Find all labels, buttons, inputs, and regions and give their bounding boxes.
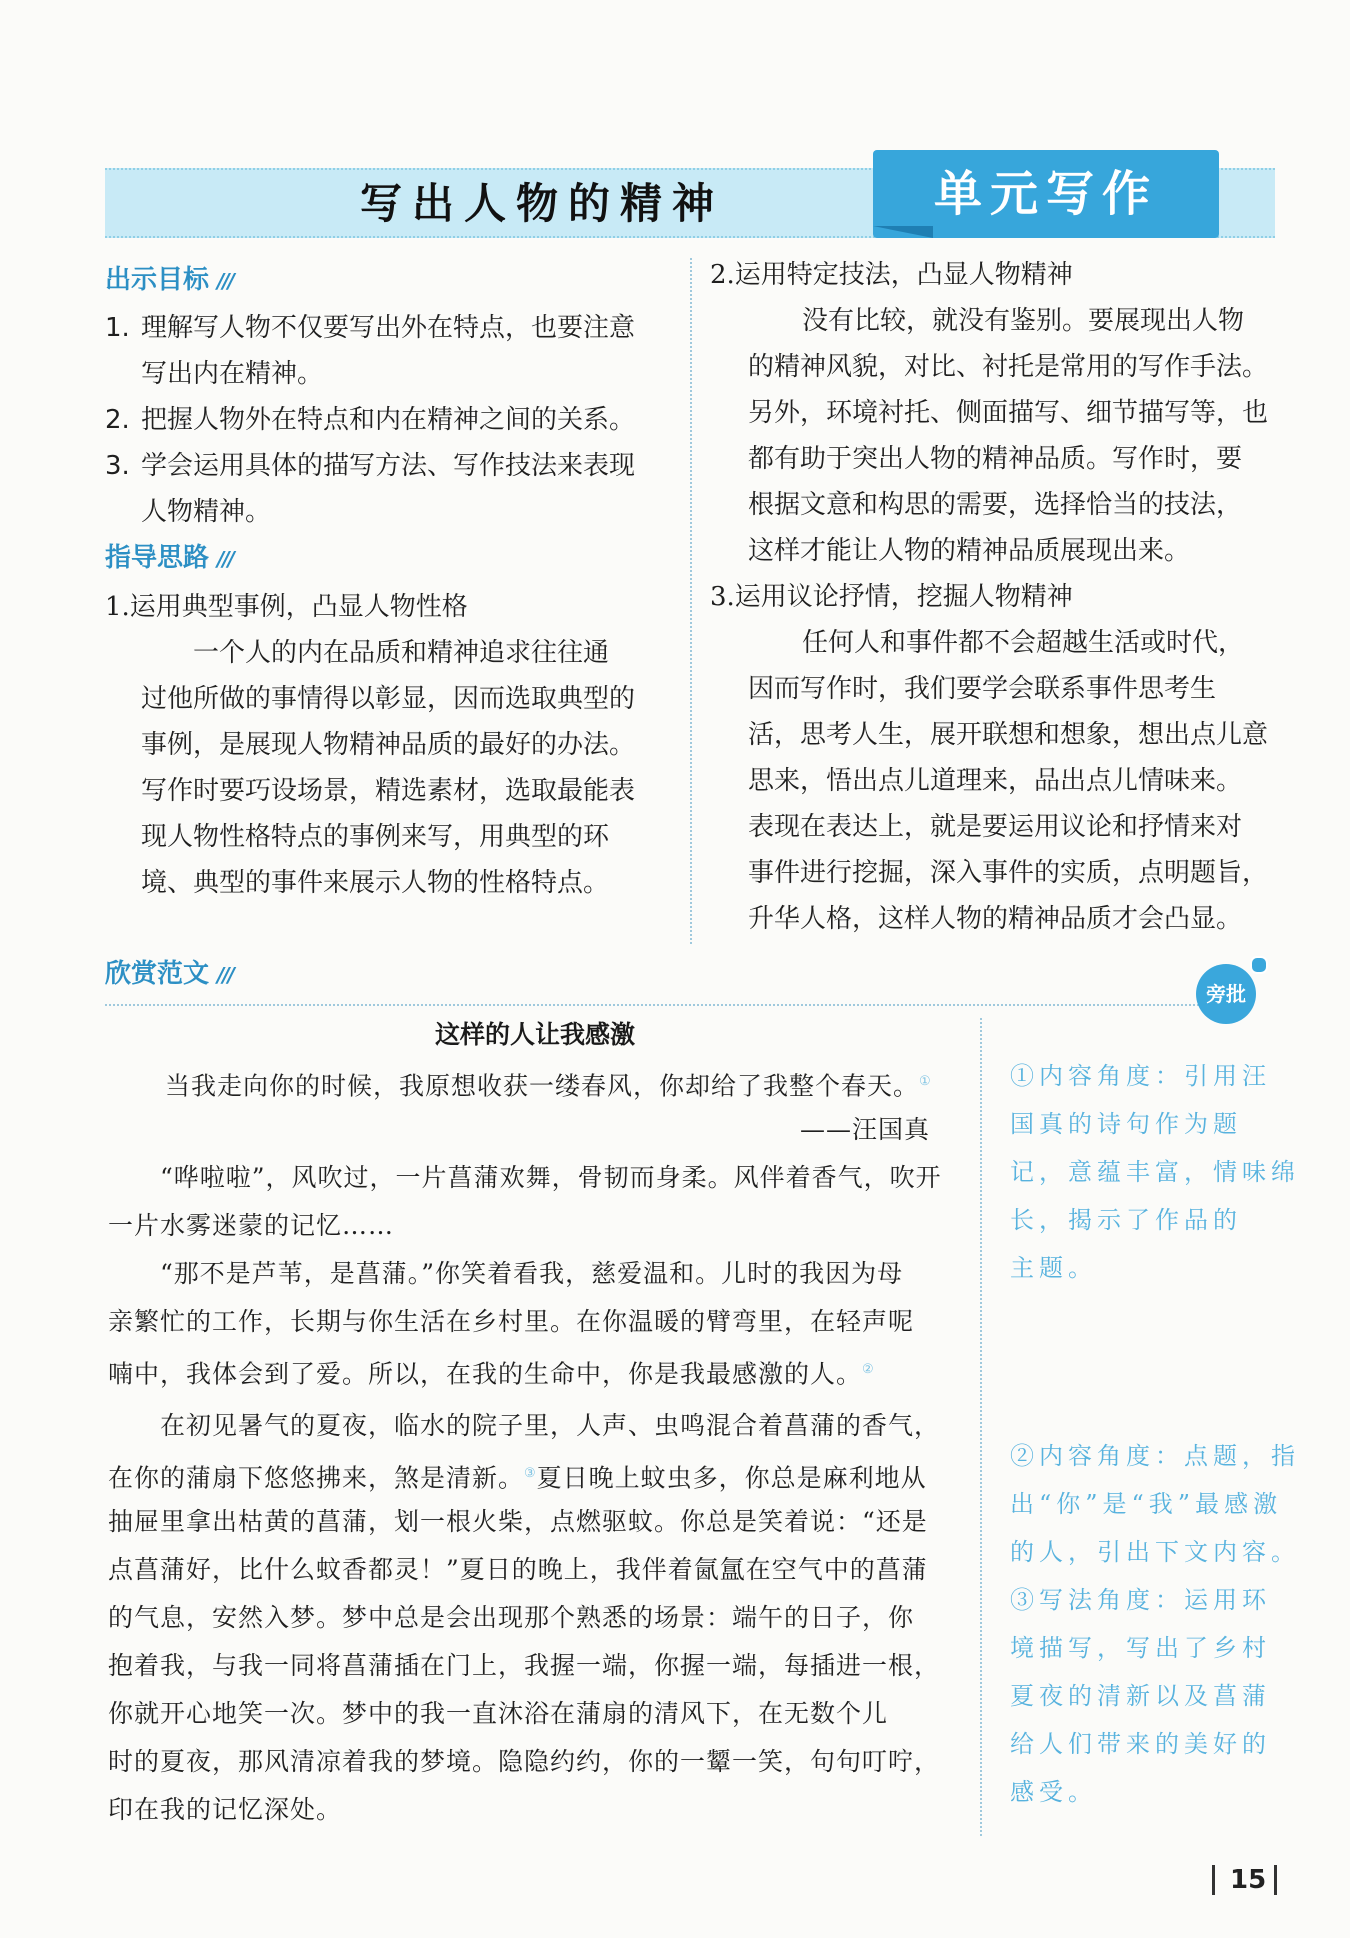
side-note-line: ②内容角度：点题，指: [1010, 1442, 1300, 1470]
essay-line: 抱着我，与我一同将菖蒲插在门上，我握一端，你握一端，每插进一根，: [108, 1651, 941, 1680]
guide-item-1-line: 写作时要巧设场景，精选素材，选取最能表: [141, 776, 636, 806]
guide-item-1-line: 现人物性格特点的事例来写，用典型的环: [141, 822, 610, 852]
sample-heading-text: 欣赏范文: [105, 959, 210, 989]
goal-item-2: 2. 把握人物外在特点和内在精神之间的关系。: [105, 405, 636, 435]
guide-item-3-line: 任何人和事件都不会超越生活或时代，: [802, 628, 1245, 658]
side-note-line: 主题。: [1010, 1254, 1097, 1282]
guide-item-2-line: 没有比较，就没有鉴别。要展现出人物: [802, 306, 1245, 336]
essay-line: 一片水雾迷蒙的记忆……: [108, 1211, 395, 1240]
guide-item-1-line: 过他所做的事情得以彰显，因而选取典型的: [141, 684, 636, 714]
essay-divider: [105, 1004, 1235, 1006]
side-note-line: 国真的诗句作为题: [1010, 1110, 1242, 1138]
badge-dot: [1250, 956, 1268, 974]
page-title: 写出人物的精神: [360, 179, 725, 228]
essay-line: 时的夏夜，那风清凉着我的梦境。隐隐约约，你的一颦一笑，句句叮咛，: [108, 1747, 941, 1776]
unit-label: 单元写作: [933, 166, 1158, 222]
goal-item-3-cont: 人物精神。: [141, 497, 272, 527]
column-divider: [690, 258, 692, 944]
guide-item-1-title: 1.运用典型事例，凸显人物性格: [105, 592, 468, 622]
goal-item-1: 1. 理解写人物不仅要写出外在特点，也要注意: [105, 313, 636, 343]
guide-item-2-line: 都有助于突出人物的精神品质。写作时，要: [748, 444, 1243, 474]
guide-item-3-line: 事件进行挖掘，深入事件的实质，点明题旨，: [748, 858, 1269, 888]
side-note-line: 的人，引出下文内容。: [1010, 1538, 1300, 1566]
essay-line: 亲繁忙的工作，长期与你生活在乡村里。在你温暖的臂弯里，在轻声呢: [108, 1307, 915, 1336]
guide-item-2-line: 另外，环境衬托、侧面描写、细节描写等，也: [748, 398, 1269, 428]
essay-attribution: ——汪国真: [800, 1115, 931, 1144]
section-heading-guide: 指导思路 ///: [105, 543, 233, 573]
side-note-line: ①内容角度：引用汪: [1010, 1062, 1271, 1090]
guide-item-3-line: 升华人格，这样人物的精神品质才会凸显。: [748, 904, 1243, 934]
essay-line: 你就开心地笑一次。梦中的我一直沐浴在蒲扇的清风下，在无数个儿: [108, 1699, 889, 1728]
side-note-line: 感受。: [1010, 1778, 1097, 1806]
side-note-line: 给人们带来的美好的: [1010, 1730, 1271, 1758]
essay-line: 的气息，安然入梦。梦中总是会出现那个熟悉的场景：端午的日子，你: [108, 1603, 915, 1632]
side-notes-divider: [980, 1018, 982, 1836]
essay-line: 在初见暑气的夏夜，临水的院子里，人声、虫鸣混合着菖蒲的香气，: [160, 1411, 941, 1440]
essay-line: 点菖蒲好，比什么蚊香都灵！”夏日的晚上，我伴着氤氲在空气中的菖蒲: [108, 1555, 928, 1584]
side-note-line: 记，意蕴丰富，情味绵: [1010, 1158, 1300, 1186]
guide-item-3-line: 因而写作时，我们要学会联系事件思考生: [748, 674, 1217, 704]
guide-item-1-line: 境、典型的事件来展示人物的性格特点。: [141, 868, 610, 898]
guide-item-2-line: 根据文意和构思的需要，选择恰当的技法，: [748, 490, 1243, 520]
guide-item-3-line: 思来，悟出点儿道理来，品出点儿情味来。: [748, 766, 1243, 796]
essay-line: 在你的蒲扇下悠悠拂来，煞是清新。③夏日晚上蚊虫多，你总是麻利地从: [108, 1463, 927, 1493]
section-heading-goals: 出示目标 ///: [105, 265, 233, 295]
guide-item-2-title: 2.运用特定技法，凸显人物精神: [710, 260, 1073, 290]
essay-line: “那不是芦苇，是菖蒲。”你笑着看我，慈爱温和。儿时的我因为母: [160, 1259, 904, 1288]
goal-item-3: 3. 学会运用具体的描写方法、写作技法来表现: [105, 451, 636, 481]
side-notes-badge: 旁批: [1196, 964, 1256, 1024]
side-note-line: 境描写，写出了乡村: [1010, 1634, 1271, 1662]
essay-line: “哗啦啦”，风吹过，一片菖蒲欢舞，骨韧而身柔。风伴着香气，吹开: [160, 1163, 942, 1192]
side-note-line: ③写法角度：运用环: [1010, 1586, 1271, 1614]
guide-item-2-line: 的精神风貌，对比、衬托是常用的写作手法。: [748, 352, 1269, 382]
essay-epigraph: 当我走向你的时候，我原想收获一缕春风，你却给了我整个春天。①: [165, 1071, 932, 1101]
guide-item-1-line: 事例，是展现人物精神品质的最好的办法。: [141, 730, 636, 760]
page-number-bar-left: [1212, 1865, 1215, 1895]
essay-title: 这样的人让我感激: [434, 1020, 635, 1049]
guide-item-3-line: 表现在表达上，就是要运用议论和抒情来对: [748, 812, 1243, 842]
guide-heading-text: 指导思路: [105, 543, 210, 573]
guide-item-2-line: 这样才能让人物的精神品质展现出来。: [748, 536, 1191, 566]
side-note-line: 出“你”是“我”最感激: [1010, 1490, 1283, 1518]
side-note-line: 夏夜的清新以及菖蒲: [1010, 1682, 1271, 1710]
side-note-line: 长，揭示了作品的: [1010, 1206, 1242, 1234]
guide-item-3-title: 3.运用议论抒情，挖掘人物精神: [710, 582, 1073, 612]
guide-item-1-line: 一个人的内在品质和精神追求往往通: [193, 638, 610, 668]
essay-line: 喃中，我体会到了爱。所以，在我的生命中，你是我最感激的人。②: [108, 1359, 875, 1389]
guide-item-3-line: 活，思考人生，展开联想和想象，想出点儿意: [748, 720, 1269, 750]
page-number: 15: [1230, 1865, 1267, 1895]
goal-item-1-cont: 写出内在精神。: [141, 359, 324, 389]
essay-line: 印在我的记忆深处。: [108, 1795, 343, 1824]
section-heading-sample: 欣赏范文 ///: [105, 959, 233, 989]
essay-line: 抽屉里拿出枯黄的菖蒲，划一根火柴，点燃驱蚊。你总是笑着说：“还是: [108, 1507, 928, 1536]
goals-heading-text: 出示目标: [105, 265, 210, 295]
page-number-bar-right: [1274, 1865, 1277, 1895]
